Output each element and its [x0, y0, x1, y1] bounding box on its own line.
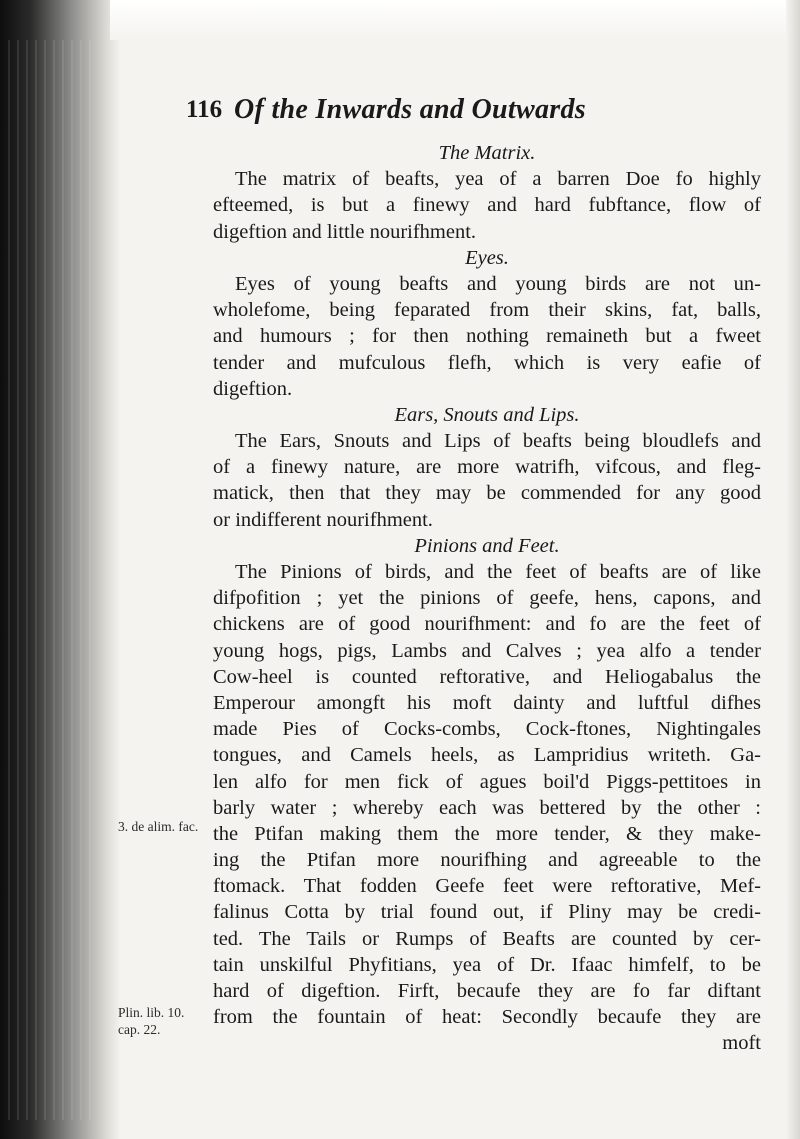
page-top-edge	[110, 0, 800, 40]
margin-note-pliny-chapter: cap. 22.	[118, 1022, 161, 1037]
text-block	[213, 140, 761, 1057]
running-title: Of the Inwards and Outwards	[234, 94, 586, 125]
page-right-edge	[786, 0, 800, 1139]
text-line: The matrix of beafts, yea of a barren Doe fo highly	[235, 168, 761, 191]
text-line: ing the Ptifan more nourifhing and agreeable to the	[213, 849, 761, 872]
text-line: wholefome, being feparated from their skins, fat, balls,	[213, 299, 761, 322]
text-line: Cow-heel is counted reftorative, and Heliogabalus the	[213, 665, 761, 688]
text-line: digeftion.	[213, 377, 293, 400]
text-line: made Pies of Cocks-combs, Cock-ftones, Nightingales	[213, 718, 761, 741]
text-line: The Ears, Snouts and Lips of beafts being bloudlefs and	[235, 430, 761, 453]
catchword: moft	[722, 1032, 761, 1055]
text-line: or indifferent nourifhment.	[213, 508, 433, 531]
margin-note-pliny: Plin. lib. 10.	[118, 1005, 185, 1020]
text-line: Eyes of young beafts and young birds are not un-	[235, 272, 761, 295]
text-line: digeftion and little nourifhment.	[213, 220, 477, 243]
binding-gutter	[0, 0, 120, 1139]
text-line: len alfo for men fick of agues boil'd Piggs-pettitoes in	[213, 770, 761, 793]
text-line: from the fountain of heat: Secondly becaufe they are	[213, 1006, 761, 1029]
text-line: The Pinions of birds, and the feet of beafts are of like	[235, 561, 761, 583]
section-heading-matrix: The Matrix.	[438, 142, 536, 164]
text-line: hard of digeftion. Firft, becaufe they are fo far diftant	[213, 980, 761, 1002]
running-head	[186, 96, 746, 136]
text-line: and humours ; for then nothing remaineth but a fweet	[213, 325, 761, 348]
text-line: tongues, and Camels heels, as Lampridius writeth. Ga-	[213, 744, 761, 767]
margin-note-galen: 3. de alim. fac.	[118, 819, 199, 834]
text-line: ted. The Tails or Rumps of Beafts are counted by cer-	[213, 927, 761, 950]
section-heading-pinions-feet: Pinions and Feet.	[414, 534, 560, 557]
page-number: 116	[186, 96, 223, 123]
text-line: chickens are of good nourifhment: and fo are the feet of	[213, 613, 761, 636]
text-line: difpofition ; yet the pinions of geefe, hens, capons, and	[213, 587, 761, 610]
text-line: matick, then that they may be commended for any good	[213, 482, 761, 505]
text-line: young hogs, pigs, Lambs and Calves ; yea alfo a tender	[213, 639, 761, 662]
section-heading-eyes: Eyes.	[465, 246, 509, 269]
text-line: of a finewy nature, are more watrifh, vifcous, and fleg-	[213, 456, 761, 479]
text-line: tender and mufculous flefh, which is very eafie of	[213, 351, 761, 374]
section-heading-ears-snouts-lips: Ears, Snouts and Lips.	[394, 403, 580, 426]
text-line: efteemed, is but a finewy and hard fubftance, flow of	[213, 194, 761, 217]
text-line: barly water ; whereby each was bettered by the other :	[213, 796, 761, 819]
text-line: the Ptifan making them the more tender, & they make-	[213, 822, 761, 845]
text-line: ftomack. That fodden Geefe feet were reftorative, Mef-	[213, 875, 761, 898]
text-line: Emperour amongft his moft dainty and luftful difhes	[213, 691, 761, 714]
text-line: falinus Cotta by trial found out, if Pliny may be credi-	[213, 901, 761, 924]
text-line: tain unskilful Phyfitians, yea of Dr. Ifaac himfelf, to be	[213, 953, 761, 976]
